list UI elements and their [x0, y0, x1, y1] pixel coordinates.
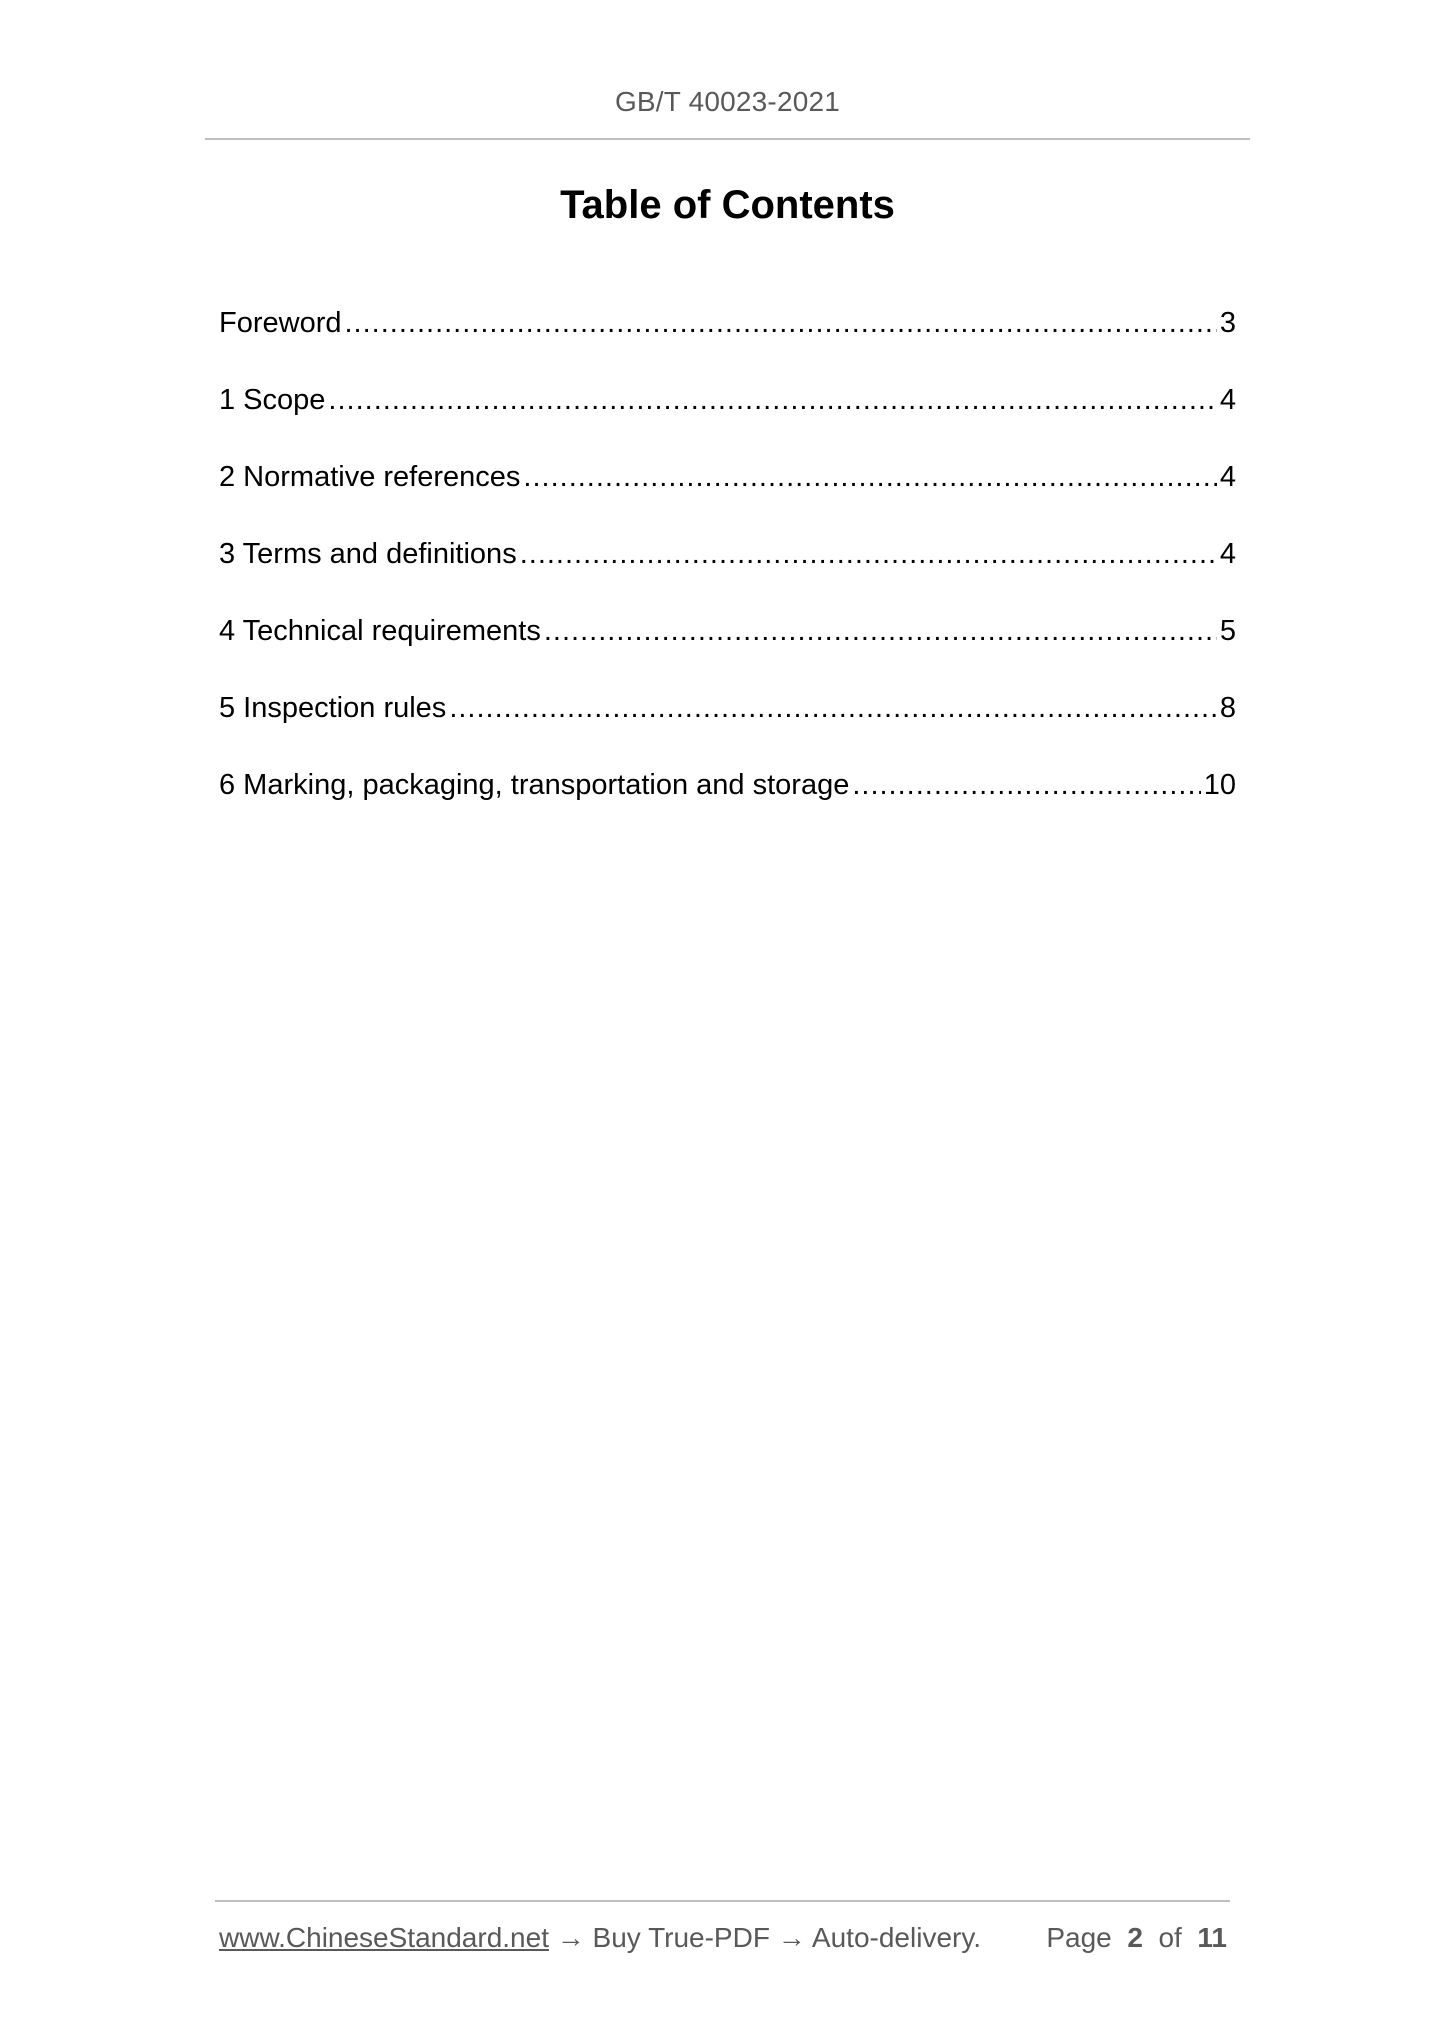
toc-title: Table of Contents [560, 183, 895, 227]
total-page-number: 11 [1197, 1922, 1227, 1953]
toc-entry-page: 10 [1203, 769, 1236, 801]
page-word: Page [1046, 1922, 1112, 1953]
toc-entry-label: 2 Normative references [219, 461, 521, 493]
toc-entry-label: 6 Marking, packaging, transportation and storage [219, 769, 850, 801]
toc-entry-page: 4 [1219, 538, 1236, 570]
footer-divider [215, 1900, 1230, 1902]
toc-entry-inspection-rules[interactable] [219, 690, 1236, 767]
toc-leader-dots [852, 767, 1200, 803]
toc-entry-label: 3 Terms and definitions [219, 538, 517, 570]
toc-entry-marking-packaging[interactable] [219, 767, 1236, 844]
toc-leader-dots [449, 690, 1217, 726]
header-divider [205, 138, 1250, 140]
toc-entry-label: Foreword [219, 307, 342, 339]
toc-entry-terms-and-definitions[interactable] [219, 536, 1236, 613]
page-number [1046, 1922, 1227, 1954]
toc-leader-dots [544, 613, 1217, 649]
toc-entry-page: 4 [1219, 384, 1236, 416]
footer-promo [219, 1922, 981, 1954]
document-code-header: GB/T 40023-2021 [614, 86, 841, 117]
toc-entry-label: 4 Technical requirements [219, 615, 541, 647]
toc-leader-dots [328, 382, 1216, 418]
toc-leader-dots [345, 305, 1217, 341]
toc-entry-label: 5 Inspection rules [219, 692, 447, 724]
toc-entry-page: 8 [1219, 692, 1236, 724]
toc-entry-page: 5 [1219, 615, 1236, 647]
toc-entry-label: 1 Scope [219, 384, 326, 416]
of-word: of [1158, 1922, 1182, 1953]
toc-entry-page: 3 [1219, 307, 1236, 339]
page-footer [219, 1922, 1227, 1954]
website-link[interactable]: www.ChineseStandard.net [219, 1922, 549, 1953]
toc-entry-foreword[interactable] [219, 305, 1236, 382]
toc-list [219, 305, 1236, 844]
footer-tagline: → Buy True-PDF → Auto-delivery. [548, 1922, 982, 1953]
toc-entry-technical-requirements[interactable] [219, 613, 1236, 690]
toc-entry-normative-references[interactable] [219, 459, 1236, 536]
toc-entry-scope[interactable] [219, 382, 1236, 459]
toc-entry-page: 4 [1219, 461, 1236, 493]
toc-leader-dots [520, 536, 1217, 572]
toc-leader-dots [523, 459, 1216, 495]
current-page-number: 2 [1127, 1922, 1143, 1953]
